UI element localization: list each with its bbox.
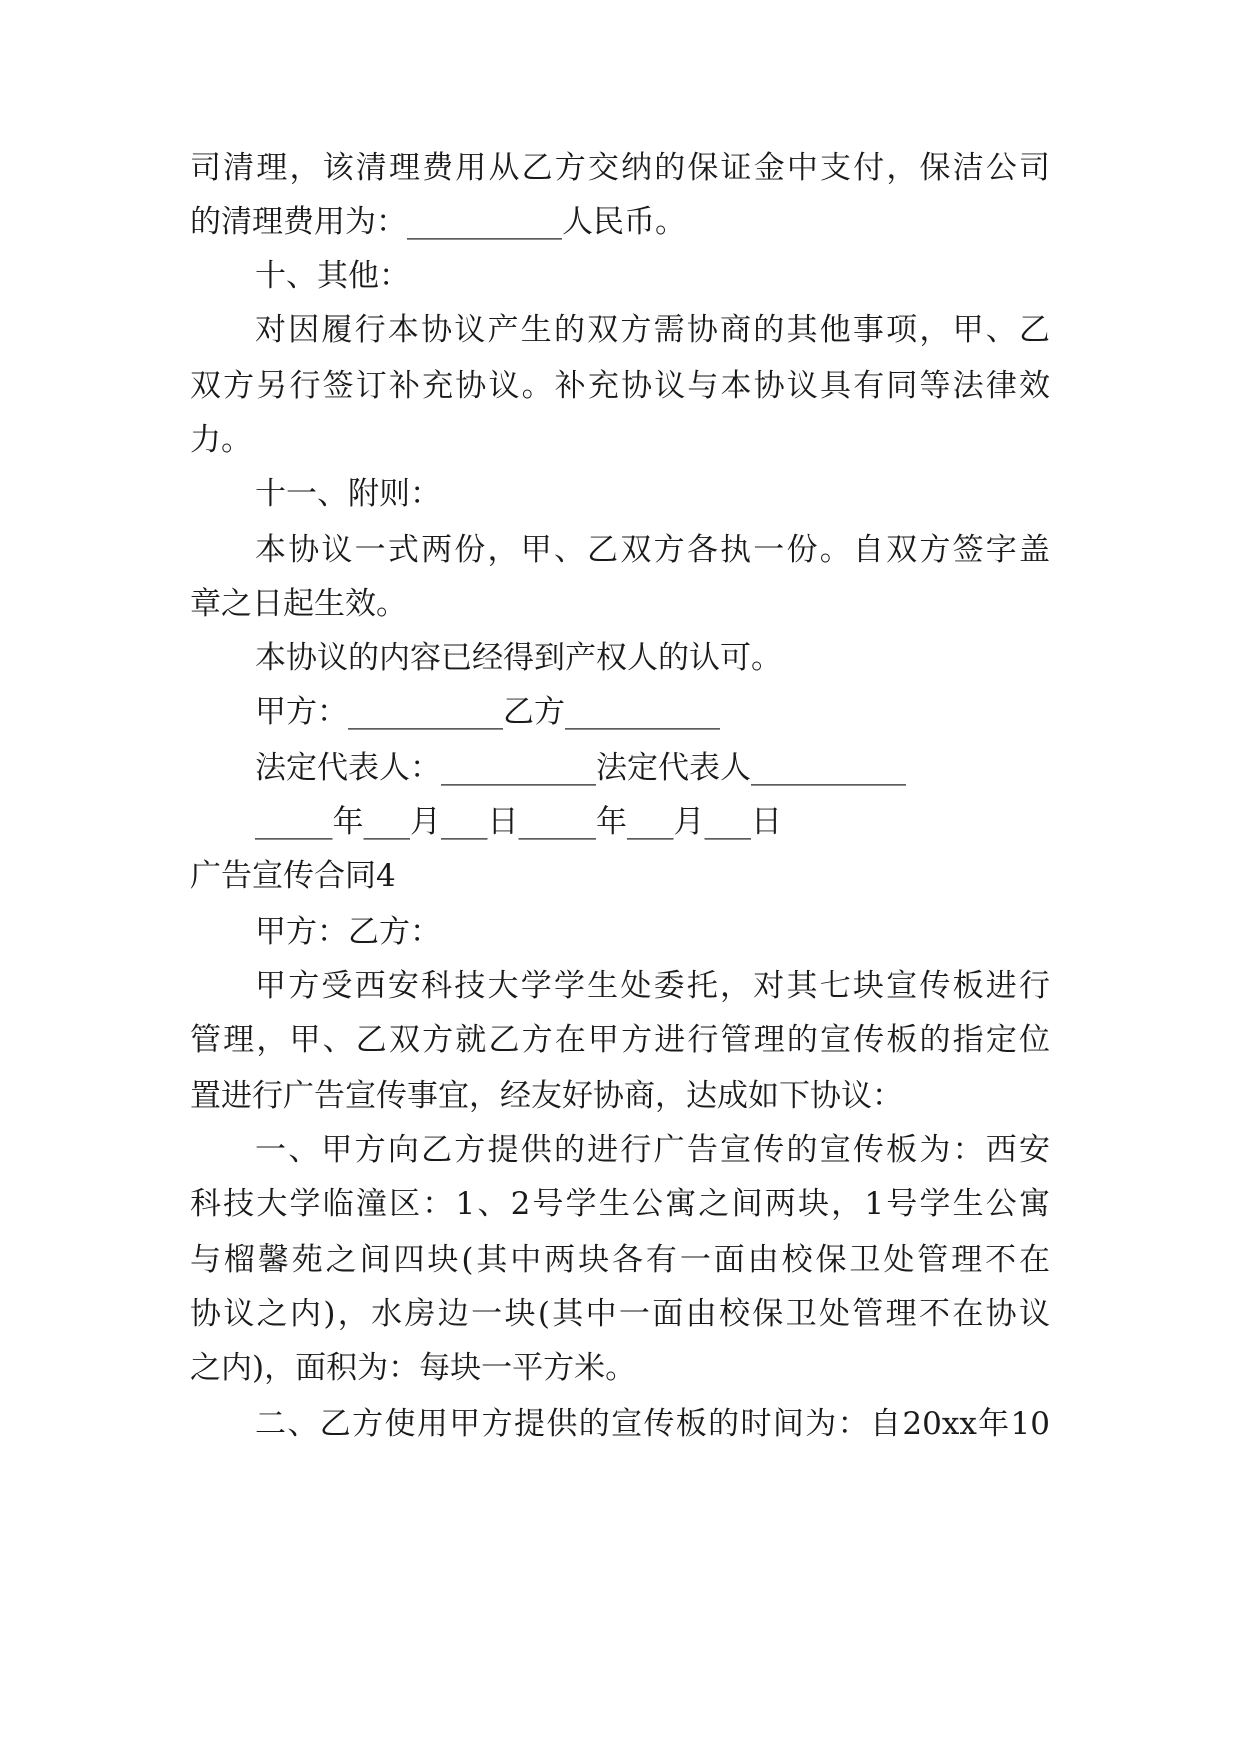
text-line: 置进行广告宣传事宜，经友好协商，达成如下协议：	[190, 1078, 903, 1114]
text-line: 之内)，面积为：每块一平方米。	[190, 1350, 637, 1386]
signature-line: 法定代表人：__________法定代表人__________	[255, 750, 906, 786]
signature-line: 甲方：__________乙方__________	[255, 694, 720, 730]
parties-line: 甲方：乙方：	[255, 914, 441, 950]
text-line: 协议之内)，水房边一块(其中一面由校保卫处管理不在协议	[190, 1296, 1050, 1332]
text-line: 二、乙方使用甲方提供的宣传板的时间为：自20xx年10	[255, 1406, 1050, 1442]
text-line: 对因履行本协议产生的双方需协商的其他事项，甲、乙	[255, 312, 1050, 348]
text-line: 章之日起生效。	[190, 586, 407, 622]
section-heading: 十、其他：	[255, 258, 410, 294]
text-line: 双方另行签订补充协议。补充协议与本协议具有同等法律效	[190, 368, 1050, 404]
text-line: 与榴馨苑之间四块(其中两块各有一面由校保卫处管理不在	[190, 1242, 1050, 1278]
text-line: 管理，甲、乙双方就乙方在甲方进行管理的宣传板的指定位	[190, 1022, 1050, 1058]
date-line: _____年___月___日_____年___月___日	[255, 804, 782, 840]
text-line: 的清理费用为：__________人民币。	[190, 204, 686, 240]
section-heading: 十一、附则：	[255, 476, 441, 512]
text-line: 司清理，该清理费用从乙方交纳的保证金中支付，保洁公司	[190, 150, 1050, 186]
text-line: 本协议一式两份，甲、乙双方各执一份。自双方签字盖	[255, 532, 1050, 568]
text-line: 本协议的内容已经得到产权人的认可。	[255, 640, 782, 676]
document-title: 广告宣传合同4	[190, 858, 396, 894]
text-line: 甲方受西安科技大学学生处委托，对其七块宣传板进行	[255, 968, 1050, 1004]
text-line: 科技大学临潼区：1、2号学生公寓之间两块，1号学生公寓	[190, 1186, 1050, 1222]
text-line: 力。	[190, 422, 252, 458]
text-line: 一、甲方向乙方提供的进行广告宣传的宣传板为：西安	[255, 1132, 1050, 1168]
